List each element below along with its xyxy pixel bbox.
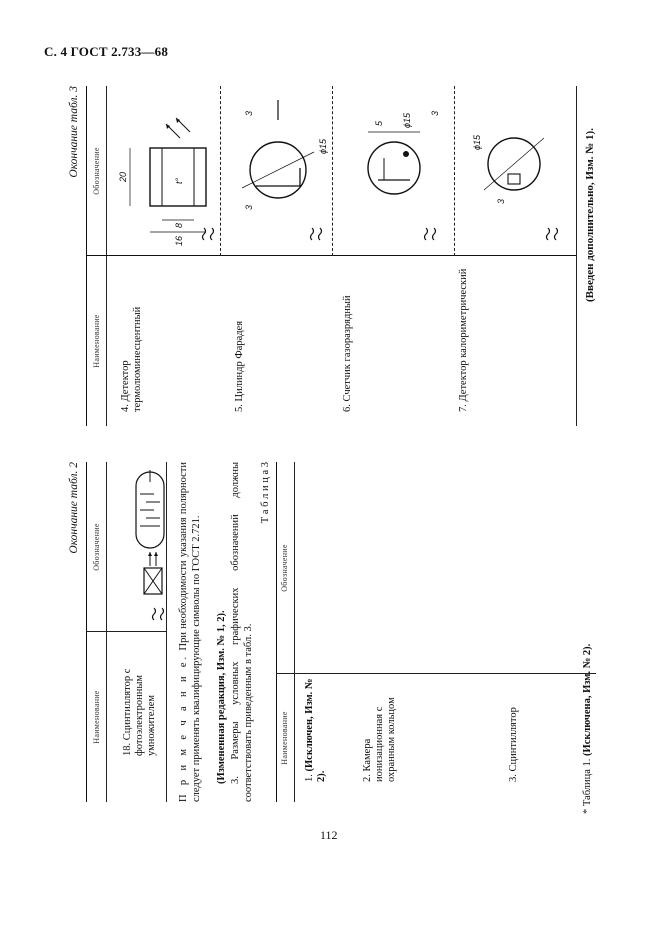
dim-3-a: 3	[244, 204, 254, 210]
table3-cont-bottom-rule	[576, 86, 577, 426]
scintillator-pmt-symbol	[110, 466, 168, 626]
footnote-star: *	[582, 808, 593, 814]
dim-3-d: 3	[496, 198, 506, 204]
note-paragraph	[178, 462, 203, 802]
table3-top-rule	[276, 462, 277, 802]
table3-row3: 3. Сцинтиллятор	[508, 707, 519, 782]
dim-16: 16	[174, 235, 184, 246]
note-item3: 3. Размеры условных графических обозначений должны соответствовать приведенным в табл. 3.	[230, 462, 254, 802]
dim-phi15-c: ϕ15	[472, 134, 482, 150]
table2-col-divider	[86, 631, 166, 632]
row4-rule	[220, 86, 221, 256]
table3-cont-top-rule	[86, 86, 87, 426]
table3-cont-col-symbol: Обозначение	[92, 147, 101, 195]
page-header: С. 4 ГОСТ 2.733—68	[44, 44, 169, 59]
dim-8: 8	[174, 222, 184, 228]
table2-col-symbol: Обозначение	[92, 523, 101, 571]
table3-cont-header-rule	[106, 86, 107, 426]
dim-20: 20	[118, 171, 128, 182]
table3-row5: 5. Цилиндр Фарадея	[234, 320, 245, 412]
dim-5: 5	[374, 120, 384, 126]
gas-discharge-counter-symbol	[334, 90, 454, 250]
table2-bottom-rule	[166, 462, 167, 802]
table3-row1	[304, 678, 328, 782]
footnote	[582, 644, 593, 814]
table3-header-rule	[294, 462, 295, 802]
dim-3-c: 3	[430, 110, 440, 116]
table3-caption: Т а б л и ц а 3	[260, 462, 271, 524]
table3-row7: 7. Детектор калориметрический	[458, 268, 469, 412]
note-label: П р и м е ч а н и е.	[178, 653, 189, 802]
dim-phi15-a: ϕ15	[318, 138, 328, 154]
row5-rule	[332, 86, 333, 256]
table2-row18: 18. Сцинтиллятор с фотоэлектронным умножителем	[122, 668, 157, 756]
row6-rule	[454, 86, 455, 256]
table2-header-rule	[106, 462, 107, 802]
calorimetric-detector-symbol	[456, 90, 576, 250]
note-edition: (Измененная редакция, Изм. № 1, 2).	[216, 610, 227, 784]
table2-caption: Окончание табл. 2	[68, 462, 80, 554]
thermoluminescent-detector-symbol	[110, 90, 220, 250]
dim-t: t°	[174, 177, 184, 184]
table3-row6: 6. Счетчик газоразрядный	[342, 295, 353, 412]
rotated-page-content	[62, 62, 602, 822]
footnote-plain: Таблица 1.	[582, 758, 593, 807]
table2-col-name: Наименование	[92, 690, 101, 744]
note-text: При необходимости указания полярности следует применять квалифицирующие символы по ГОСТ 2.721.	[178, 462, 202, 802]
table3-cont-col-name: Наименование	[92, 314, 101, 368]
table3-cont-caption: Окончание табл. 3	[68, 86, 80, 178]
table3-col-symbol: Обозначение	[280, 544, 289, 592]
table3-row1-text: (Исключен, Изм. № 2).	[304, 678, 327, 782]
table3-col-name: Наименование	[280, 711, 289, 765]
page-number: 112	[320, 828, 338, 842]
footnote-bold: (Исключена, Изм. № 2).	[582, 643, 593, 756]
table2-top-rule	[86, 462, 87, 802]
table3-col-divider	[276, 673, 596, 674]
dim-phi15-b: ϕ15	[402, 112, 412, 128]
faraday-cylinder-symbol	[222, 90, 332, 250]
table3-row2: 2. Камера ионизационная с охранным кольцом	[362, 697, 397, 782]
dim-3-b: 3	[244, 110, 254, 116]
table3-row1-num: 1.	[304, 774, 315, 782]
table3-cont-col-divider	[86, 255, 576, 256]
intro-note: (Введен дополнительно, Изм. № 1).	[584, 128, 596, 302]
table3-row4: 4. Детектор термолюминесцентный	[120, 306, 143, 412]
